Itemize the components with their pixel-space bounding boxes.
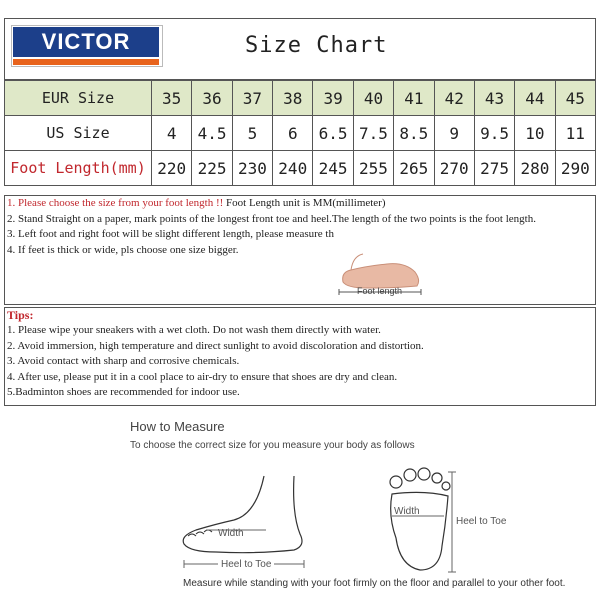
side-length-label: Heel to Toe [218, 559, 274, 570]
size-cell: 37 [232, 81, 272, 116]
size-cell: 270 [434, 151, 474, 186]
tip-item: 2. Avoid immersion, high temperature and direct sunlight to avoid discoloration and distortion. [7, 339, 424, 352]
size-cell: 9 [434, 116, 474, 151]
size-cell: 44 [515, 81, 555, 116]
size-cell: 42 [434, 81, 474, 116]
logo-stripe [13, 59, 159, 65]
size-cell: 39 [313, 81, 353, 116]
tip-item: 1. Please wipe your sneakers with a wet cloth. Do not wash them directly with water. [7, 324, 381, 336]
size-table [4, 80, 596, 186]
row-header: EUR Size [5, 81, 152, 116]
size-cell: 36 [192, 81, 232, 116]
instruction-4: 4. If feet is thick or wide, pls choose one size bigger. [7, 243, 239, 256]
size-cell: 220 [152, 151, 192, 186]
size-cell: 240 [273, 151, 313, 186]
size-cell: 225 [192, 151, 232, 186]
size-cell: 245 [313, 151, 353, 186]
care-tips [4, 307, 596, 406]
tip-item: 5.Badminton shoes are recommended for indoor use. [7, 386, 240, 398]
size-cell: 280 [515, 151, 555, 186]
instruction-1-highlight: 1. Please choose the size from your foot length !! [7, 197, 224, 209]
size-cell: 255 [353, 151, 393, 186]
row-header: Foot Length(mm) [5, 151, 152, 186]
foot-length-row [5, 151, 596, 186]
size-cell: 35 [152, 81, 192, 116]
size-cell: 6.5 [313, 116, 353, 151]
size-cell: 41 [394, 81, 434, 116]
size-cell: 9.5 [474, 116, 514, 151]
tips-title: Tips: [7, 308, 34, 322]
size-cell: 4 [152, 116, 192, 151]
foot-length-label: Foot length [357, 286, 403, 296]
size-cell: 230 [232, 151, 272, 186]
size-cell: 275 [474, 151, 514, 186]
instruction-2: 2. Stand Straight on a paper, mark points of the longest front toe and heel.The length of the two points is the foot length. [7, 212, 536, 225]
size-cell: 4.5 [192, 116, 232, 151]
size-cell: 43 [474, 81, 514, 116]
top-width-label: Width [394, 506, 420, 517]
instruction-3: 3. Left foot and right foot will be slight different length, please measure th [7, 228, 334, 240]
side-width-label: Width [218, 528, 244, 539]
size-chart-header [4, 18, 596, 80]
size-cell: 38 [273, 81, 313, 116]
measure-instructions [4, 195, 596, 305]
how-to-measure-title: How to Measure [130, 419, 225, 434]
size-cell: 7.5 [353, 116, 393, 151]
eur-size-row [5, 81, 596, 116]
measure-caption: Measure while standing with your foot firmly on the floor and parallel to your other foot. [183, 578, 566, 589]
size-cell: 290 [555, 151, 595, 186]
how-to-measure-subtitle: To choose the correct size for you measure your body as follows [130, 440, 415, 451]
tip-item: 3. Avoid contact with sharp and corrosive chemicals. [7, 355, 240, 367]
top-length-label: Heel to Toe [456, 516, 507, 527]
size-cell: 10 [515, 116, 555, 151]
size-cell: 11 [555, 116, 595, 151]
instruction-1-rest: Foot Length unit is MM(millimeter) [223, 197, 386, 209]
size-cell: 45 [555, 81, 595, 116]
size-cell: 8.5 [394, 116, 434, 151]
size-cell: 265 [394, 151, 434, 186]
size-cell: 40 [353, 81, 393, 116]
row-header: US Size [5, 116, 152, 151]
size-cell: 6 [273, 116, 313, 151]
instruction-1 [5, 196, 595, 212]
tip-item: 4. After use, please put it in a cool place to air-dry to ensure that shoes are dry and clean. [7, 370, 398, 383]
us-size-row [5, 116, 596, 151]
size-cell: 5 [232, 116, 272, 151]
brand-name: VICTOR [41, 29, 131, 54]
page-title: Size Chart [245, 33, 388, 58]
